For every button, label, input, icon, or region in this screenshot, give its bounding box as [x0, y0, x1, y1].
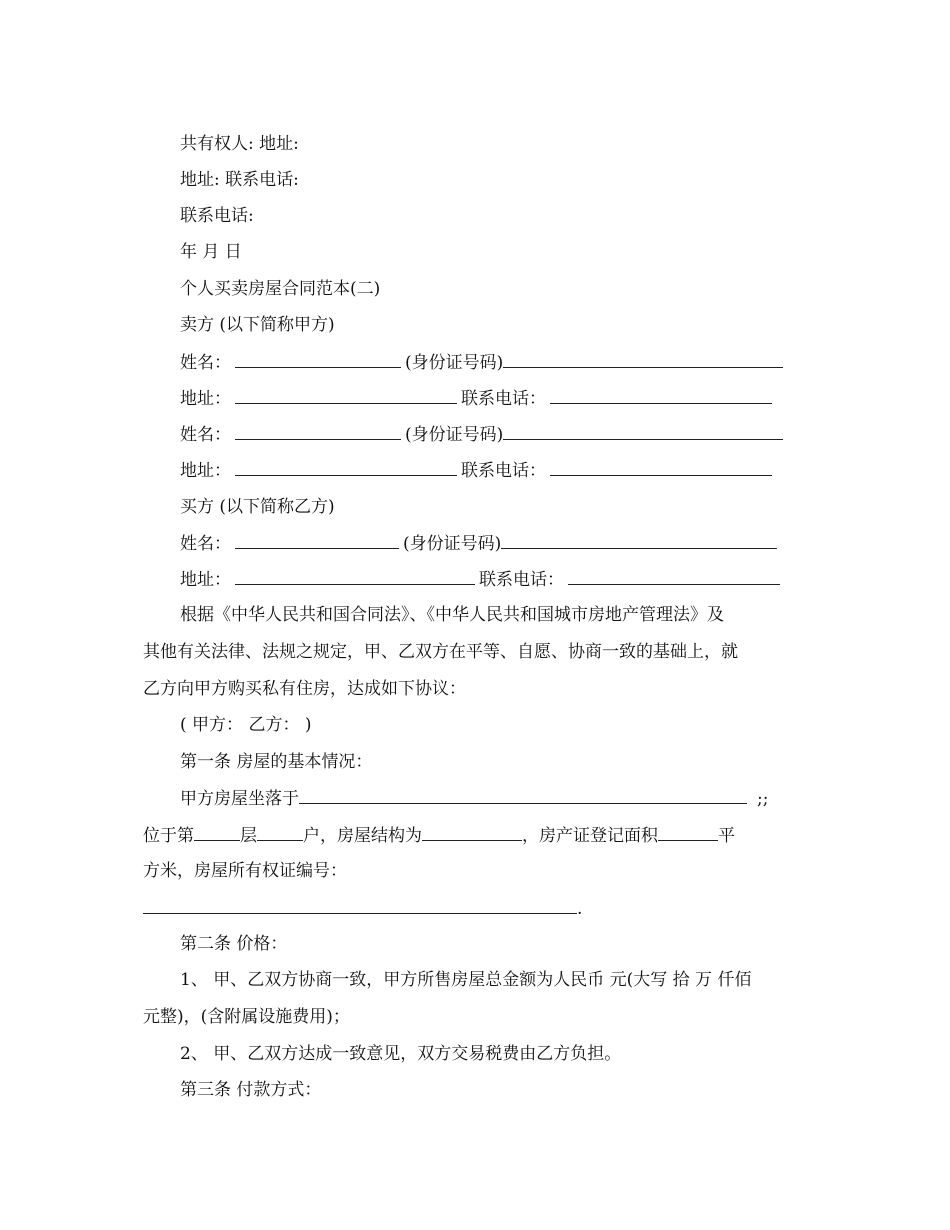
address-blank	[235, 387, 457, 404]
date-text: 年 月 日	[180, 242, 242, 262]
section-title	[180, 278, 380, 300]
phone-label: 联系电话：	[461, 461, 546, 481]
name-label: 姓名：	[180, 425, 231, 445]
name-blank	[235, 532, 399, 549]
price-line-2	[143, 1006, 350, 1028]
id-label: (身份证号码)	[405, 425, 504, 445]
id-blank	[503, 351, 783, 368]
preamble-line-3	[143, 678, 466, 700]
floor-label-d: ，房产证登记面积	[522, 826, 658, 846]
seller1-address-row	[180, 387, 776, 410]
certificate-text: 方米，房屋所有权证编号：	[143, 861, 347, 881]
floor-blank	[194, 824, 240, 841]
article-2-heading	[180, 933, 287, 955]
floor-row	[143, 824, 735, 847]
buyer-name-row	[180, 532, 781, 555]
location-blank	[299, 787, 747, 804]
location-suffix: ;;	[757, 789, 769, 809]
buyer-heading-text: 买方 (以下简称乙方)	[180, 497, 335, 517]
floor-label-e: 平	[718, 826, 735, 846]
preamble-text-2: 其他有关法律、法规之规定，甲、乙双方在平等、自愿、协商一致的基础上，就	[143, 642, 738, 662]
preamble-line-2	[143, 641, 738, 663]
co-owner-text: 共有权人: 地址:	[180, 134, 299, 154]
article-3-text: 第三条 付款方式：	[180, 1080, 322, 1100]
price-text-1: 1、 甲、乙双方协商一致，甲方所售房屋总金额为人民币 元(大写 拾 万 仟佰	[180, 970, 752, 990]
certificate-blank	[143, 897, 577, 914]
seller-heading-text: 卖方 (以下简称甲方)	[180, 315, 335, 335]
floor-label-b: 层	[240, 826, 257, 846]
address-label: 地址：	[180, 389, 231, 409]
address-phone-line	[180, 169, 299, 191]
seller2-name-row	[180, 423, 787, 446]
id-label: (身份证号码)	[403, 534, 502, 554]
location-label: 甲方房屋坐落于	[180, 789, 299, 809]
preamble-text-1: 根据《中华人民共和国合同法》、《中华人民共和国城市房地产管理法》及	[180, 605, 724, 625]
parties-line	[180, 714, 311, 736]
name-label: 姓名：	[180, 534, 231, 554]
address-phone-text: 地址: 联系电话:	[180, 170, 299, 190]
floor-label-c: 户，房屋结构为	[303, 826, 422, 846]
price-text-2: 元整)，(含附属设施费用)；	[143, 1007, 350, 1027]
buyer-address-row	[180, 568, 784, 591]
article-1-text: 第一条 房屋的基本情况：	[180, 752, 373, 772]
phone-text: 联系电话:	[180, 206, 254, 226]
id-blank	[501, 532, 777, 549]
address-label: 地址：	[180, 461, 231, 481]
phone-blank	[550, 387, 772, 404]
preamble-text-3: 乙方向甲方购买私有住房，达成如下协议：	[143, 679, 466, 699]
seller1-name-row	[180, 351, 787, 374]
phone-label: 联系电话：	[461, 389, 546, 409]
phone-blank	[550, 459, 772, 476]
article-3-heading	[180, 1079, 321, 1101]
buyer-heading	[180, 496, 335, 518]
seller-heading	[180, 314, 335, 336]
price-line-1	[180, 969, 751, 991]
id-blank	[503, 423, 783, 440]
name-label: 姓名：	[180, 353, 231, 373]
tax-text: 2、 甲、乙双方达成一致意见，双方交易税费由乙方负担。	[180, 1044, 622, 1064]
floor-label-a: 位于第	[143, 826, 194, 846]
tax-line	[180, 1043, 621, 1065]
article-2-text: 第二条 价格：	[180, 934, 288, 954]
id-label: (身份证号码)	[405, 353, 504, 373]
certificate-blank-row	[143, 897, 582, 920]
period: .	[577, 899, 583, 919]
area-blank	[658, 824, 718, 841]
address-blank	[235, 568, 475, 585]
name-blank	[235, 423, 401, 440]
structure-blank	[422, 824, 522, 841]
date-line	[180, 241, 242, 263]
preamble-line-1	[180, 604, 724, 626]
phone-label: 联系电话：	[479, 570, 564, 590]
section-title-text: 个人买卖房屋合同范本(二)	[180, 279, 381, 299]
certificate-line	[143, 860, 347, 882]
co-owner-line	[180, 133, 299, 155]
seller2-address-row	[180, 459, 776, 482]
parties-text: ( 甲方： 乙方： )	[180, 715, 312, 735]
phone-blank	[568, 568, 780, 585]
address-label: 地址：	[180, 570, 231, 590]
article-1-heading	[180, 751, 372, 773]
phone-line	[180, 205, 254, 227]
location-row	[180, 787, 768, 810]
name-blank	[235, 351, 401, 368]
address-blank	[235, 459, 457, 476]
unit-blank	[257, 824, 303, 841]
